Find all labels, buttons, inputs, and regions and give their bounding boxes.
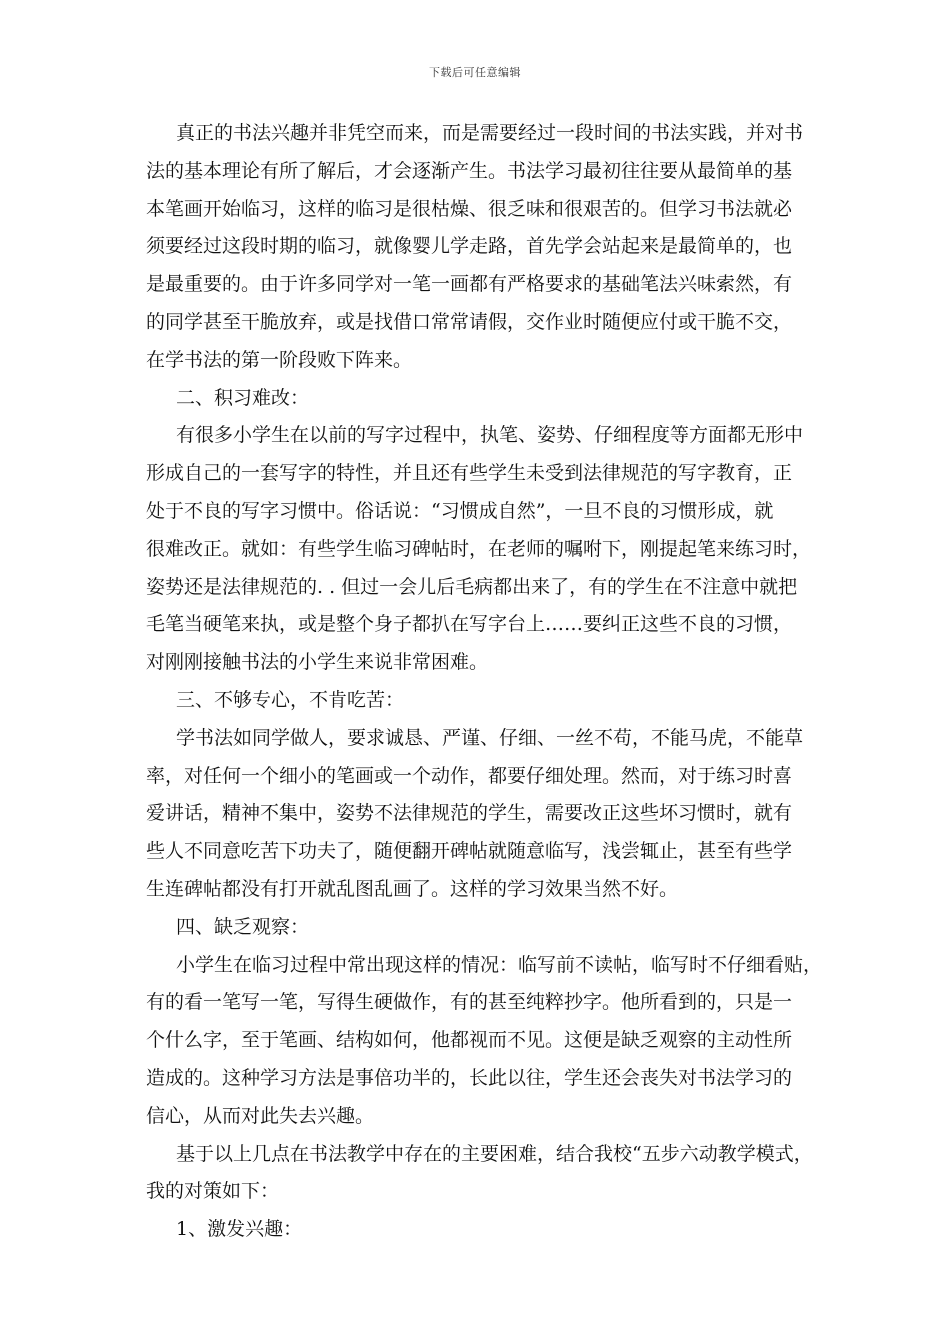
text-line: 姿势还是法律规范的. . 但过一会儿后毛病都出来了，有的学生在不注意中就把 — [146, 575, 798, 598]
text-line: 1、激发兴趣： — [176, 1218, 303, 1241]
page-header: 下载后可任意编辑 — [429, 66, 521, 79]
text-line: 对刚刚接触书法的小学生来说非常困难。 — [146, 651, 489, 674]
text-line: 些人不同意吃苦下功夫了，随便翻开碑帖就随意临写，浅尝辄止，甚至有些学 — [146, 840, 793, 863]
text-line: 基于以上几点在书法教学中存在的主要困难，结合我校“五步六动教学模式， — [176, 1142, 813, 1165]
text-line: 生连碑帖都没有打开就乱图乱画了。这样的学习效果当然不好。 — [146, 877, 679, 900]
text-line: 小学生在临习过程中常出现这样的情况：临写前不读帖，临写时不仔细看贴， — [176, 953, 823, 976]
text-line: 三、不够专心，不肯吃苦： — [176, 688, 405, 711]
text-line: 毛笔当硬笔来执，或是整个身子都扒在写字台上……要纠正这些不良的习惯， — [146, 613, 793, 636]
text-line: 是最重要的。由于许多同学对一笔一画都有严格要求的基础笔法兴味索然，有 — [146, 273, 793, 296]
text-line: 很难改正。就如：有些学生临习碑帖时，在老师的嘱咐下，刚提起笔来练习时， — [146, 537, 812, 560]
text-line: 形成自己的一套写字的特性，并且还有些学生未受到法律规范的写字教育，正 — [146, 462, 793, 485]
text-line: 爱讲话，精神不集中，姿势不法律规范的学生，需要改正这些坏习惯时，就有 — [146, 802, 793, 825]
text-line: 的同学甚至干脆放弃，或是找借口常常请假，交作业时随便应付或干脆不交， — [146, 310, 793, 333]
text-line: 造成的。这种学习方法是事倍功半的，长此以往，学生还会丧失对书法学习的 — [146, 1066, 793, 1089]
text-line: 四、缺乏观察： — [176, 915, 310, 938]
text-line: 有很多小学生在以前的写字过程中，执笔、姿势、仔细程度等方面都无形中 — [176, 424, 804, 447]
text-line: 学书法如同学做人，要求诚恳、严谨、仔细、一丝不苟，不能马虎，不能草 — [176, 726, 804, 749]
text-line: 真正的书法兴趣并非凭空而来，而是需要经过一段时间的书法实践，并对书 — [176, 122, 804, 144]
text-line: 法的基本理论有所了解后，才会逐渐产生。书法学习最初往往要从最简单的基 — [146, 159, 793, 182]
text-line: 处于不良的写字习惯中。俗话说：“习惯成自然”，一旦不良的习惯形成，就 — [146, 499, 774, 522]
text-line: 须要经过这段时期的临习，就像婴儿学走路，首先学会站起来是最简单的，也 — [146, 235, 793, 258]
text-line: 在学书法的第一阶段败下阵来。 — [146, 348, 413, 371]
text-line: 我的对策如下： — [146, 1180, 280, 1203]
text-line: 率，对任何一个细小的笔画或一个动作，都要仔细处理。然而，对于练习时喜 — [146, 764, 793, 787]
text-line: 有的看一笔写一笔，写得生硬做作，有的甚至纯粹抄字。他所看到的，只是一 — [146, 991, 793, 1014]
text-line: 二、积习难改： — [176, 386, 310, 409]
text-line: 个什么字，至于笔画、结构如何，他都视而不见。这便是缺乏观察的主动性所 — [146, 1029, 793, 1052]
document-body — [146, 115, 823, 1249]
text-line: 本笔画开始临习，这样的临习是很枯燥、很乏味和很艰苦的。但学习书法就必 — [146, 197, 793, 220]
text-line: 信心，从而对此失去兴趣。 — [146, 1104, 375, 1127]
